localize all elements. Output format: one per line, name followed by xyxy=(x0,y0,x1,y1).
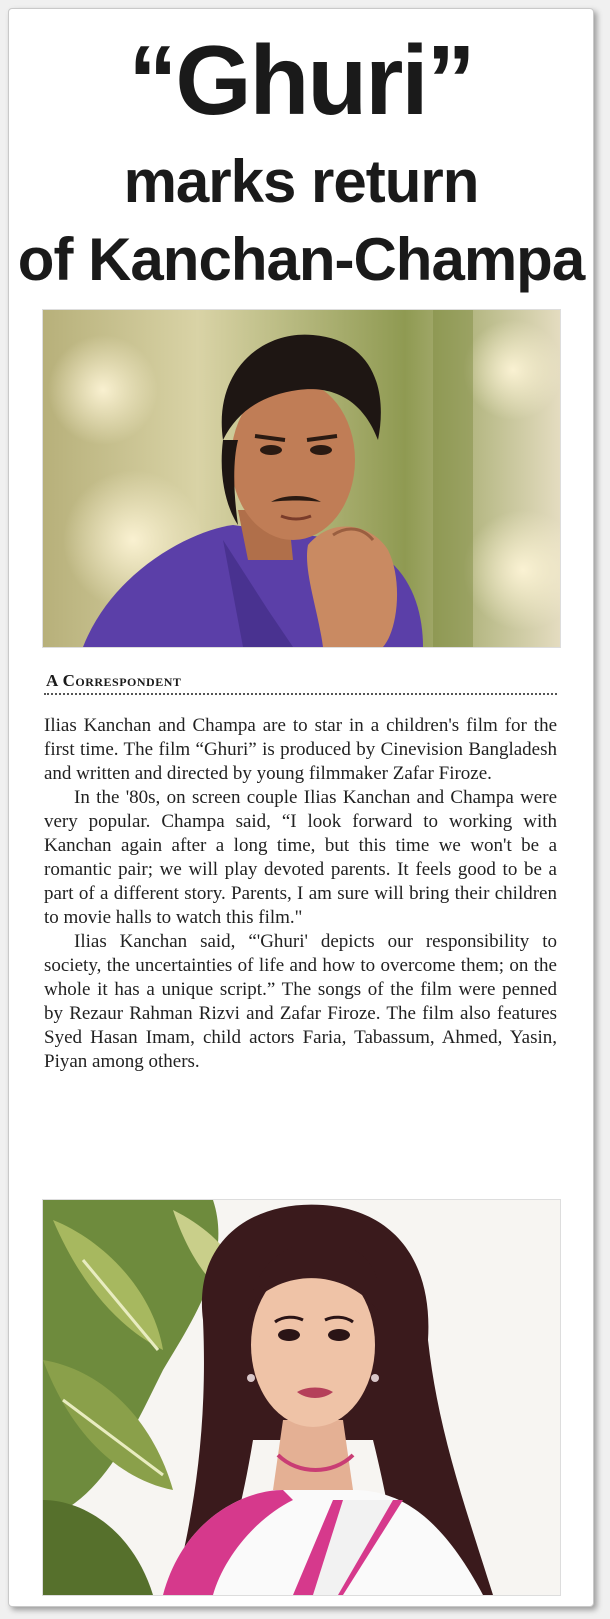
byline: A Correspondent xyxy=(46,671,182,690)
actor-photo xyxy=(42,309,561,648)
actress-photo xyxy=(42,1199,561,1596)
headline-title: “Ghuri” xyxy=(128,25,474,135)
article-paragraph-2: In the '80s, on screen couple Ilias Kanchan and Champa were very popular. Champa said, “I look forward to working with Kanchan again after a long time, but this time we won't be a romantic pair; we will play devoted parents. It feels good to be a part of a different story. Parents, I am sure will bring their children to movie halls to watch this film." xyxy=(44,787,557,928)
article-card xyxy=(8,8,594,1607)
article-paragraph-1: Ilias Kanchan and Champa are to star in a children's film for the first time. The film “Ghuri” is produced by Cinevision Bangladesh and written and directed by young filmmaker Zafar Firoze. xyxy=(44,715,557,784)
article-body xyxy=(44,714,557,1074)
headline-line-2: marks return xyxy=(123,148,479,215)
dotted-divider xyxy=(44,693,557,695)
article-paragraph-3: Ilias Kanchan said, “'Ghuri' depicts our responsibility to society, the uncertainties of life and how to overcome them; on the whole it has a unique script.” The songs of the film were penned by Rezaur Rahman Rizvi and Zafar Firoze. The film also features Syed Hasan Imam, child actors Faria, Tabassum, Ahmed, Yasin, Piyan among others. xyxy=(44,931,557,1072)
headline-line-3: of Kanchan-Champa xyxy=(17,226,585,293)
